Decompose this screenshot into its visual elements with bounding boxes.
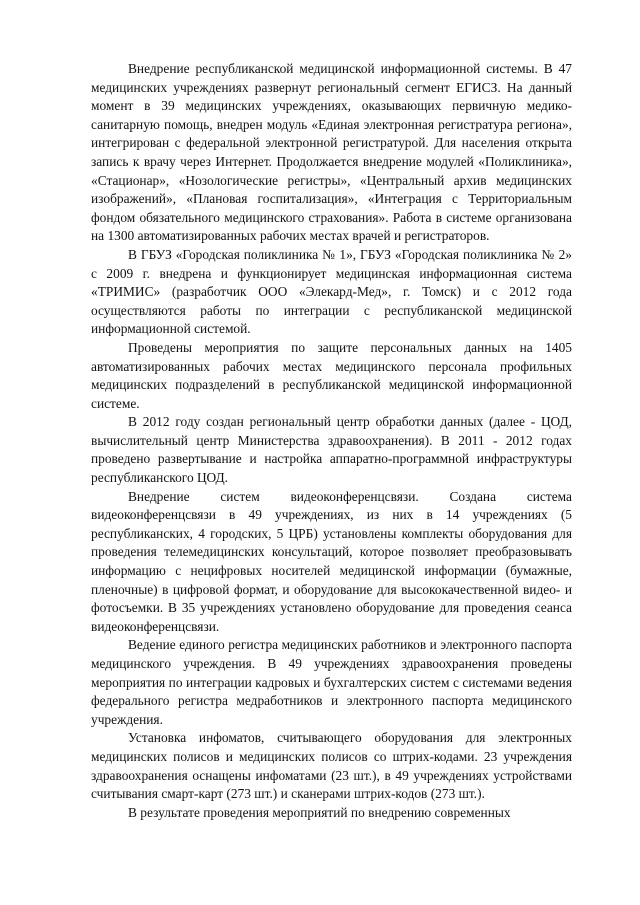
paragraph-data-center: В 2012 году создан региональный центр обработки данных (далее - ЦОД, вычислительный центр Министерства здравоохранения). В 2011 - 2012 годах проведено развертывание и настройка аппаратно-программной инфраструктуры республиканского ЦОД. — [91, 414, 572, 486]
paragraph-infomats: Установка инфоматов, считывающего оборудования для электронных медицинских полисов и медицинских полисов со штрих-кодами. 23 учреждения здравоохранения оснащены инфоматами (23 шт.), в 49 учреждениях устройствами считывания смарт-карт (273 шт.) и сканерами штрих-кодов (273 шт.). — [91, 730, 572, 802]
paragraph-videoconference: Внедрение систем видеоконференцсвязи. Создана система видеоконференцсвязи в 49 учреждениях, из них в 14 учреждениях (5 республиканских, 4 городских, 5 ЦРБ) установлены комплекты оборудования для проведения телемедицинских консультаций, которое позволяет преобразовывать информацию с нецифровых носителей медицинской информации (бумажные, пленочные) в цифровой формат, и оборудование для высококачественной видео- и фотосъемки. В 35 учреждениях установлено оборудование для проведения сеанса видеоконференцсвязи. — [91, 488, 572, 634]
document-page — [91, 60, 572, 822]
paragraph-staff-registry: Ведение единого регистра медицинских работников и электронного паспорта медицинского учреждения. В 49 учреждениях здравоохранения проведены мероприятия по интеграции кадровых и бухгалтерских систем с системами ведения федерального регистра медработников и электронного паспорта медицинского учреждения. — [91, 637, 572, 727]
paragraph-regional-system: Внедрение республиканской медицинской информационной системы. В 47 медицинских учреждениях развернут региональный сегмент ЕГИСЗ. На данный момент в 39 медицинских учреждениях, оказывающих первичную медико-санитарную помощь, внедрен модуль «Единая электронная регистратура региона», интегрирован с федеральной электронной регистратурой. Для населения открыта запись к врачу через Интернет. Продолжается внедрение модулей «Поликлиника», «Стационар», «Нозологические регистры», «Центральный архив медицинских изображений», «Плановая госпитализация», «Интеграция с Территориальным фондом обязательного медицинского страхования». Работа в системе организована на 1300 автоматизированных рабочих местах врачей и регистраторов. — [91, 61, 572, 244]
paragraph-personal-data: Проведены мероприятия по защите персональных данных на 1405 автоматизированных рабочих местах медицинского персонала профильных медицинских подразделений в республиканской медицинской информационной системе. — [91, 339, 572, 411]
paragraph-trimis: В ГБУЗ «Городская поликлиника № 1», ГБУЗ «Городская поликлиника № 2» с 2009 г. внедрена и функционирует медицинская информационная система «ТРИМИС» (разработчик ООО «Элекард-Мед», г. Томск) и с 2012 года осуществляются работы по интеграции с республиканской медицинской информационной системой. — [91, 246, 572, 337]
paragraph-results: В результате проведения мероприятий по внедрению современных — [128, 804, 511, 820]
